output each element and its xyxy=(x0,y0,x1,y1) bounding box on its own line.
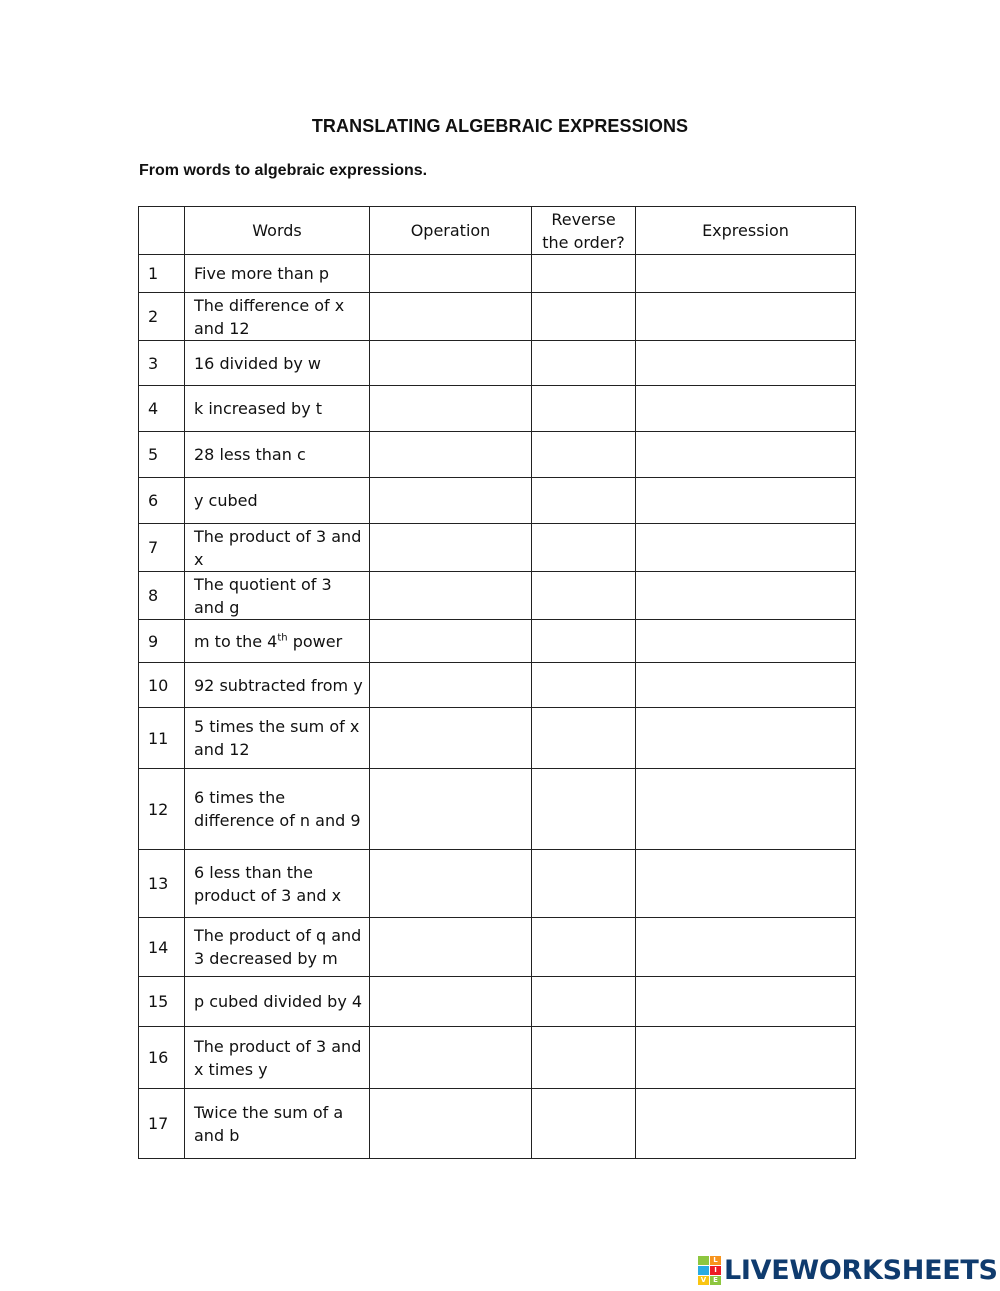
operation-answer-cell[interactable] xyxy=(370,850,532,918)
operation-answer-cell[interactable] xyxy=(370,977,532,1027)
operation-answer-cell[interactable] xyxy=(370,1089,532,1159)
table-row xyxy=(139,293,856,341)
operation-answer-cell[interactable] xyxy=(370,386,532,432)
header-reverse-order xyxy=(532,207,636,255)
row-number: 8 xyxy=(139,572,185,620)
row-words: The product of 3 and x times y xyxy=(185,1027,370,1089)
row-number: 13 xyxy=(139,850,185,918)
row-number: 17 xyxy=(139,1089,185,1159)
reverse-answer-cell[interactable] xyxy=(532,663,636,708)
row-words-superscript: th xyxy=(277,632,288,644)
header-reverse-line1: Reverse xyxy=(551,209,616,229)
row-words: Five more than p xyxy=(185,255,370,293)
row-words: The quotient of 3 and g xyxy=(185,572,370,620)
row-words: The difference of x and 12 xyxy=(185,293,370,341)
expression-answer-cell[interactable] xyxy=(636,524,856,572)
table-row xyxy=(139,977,856,1027)
row-number: 7 xyxy=(139,524,185,572)
operation-answer-cell[interactable] xyxy=(370,1027,532,1089)
reverse-answer-cell[interactable] xyxy=(532,918,636,977)
reverse-answer-cell[interactable] xyxy=(532,1027,636,1089)
operation-answer-cell[interactable] xyxy=(370,663,532,708)
row-words-base: m to the 4 xyxy=(194,631,278,651)
table-row xyxy=(139,1089,856,1159)
logo-block xyxy=(698,1256,709,1265)
expression-answer-cell[interactable] xyxy=(636,620,856,663)
page-title: TRANSLATING ALGEBRAIC EXPRESSIONS xyxy=(311,116,689,136)
row-number: 14 xyxy=(139,918,185,977)
table-row xyxy=(139,708,856,769)
reverse-answer-cell[interactable] xyxy=(532,977,636,1027)
expression-answer-cell[interactable] xyxy=(636,708,856,769)
header-number xyxy=(139,207,185,255)
row-number: 3 xyxy=(139,341,185,386)
table-row xyxy=(139,850,856,918)
logo-block-letter: E xyxy=(710,1276,721,1285)
worksheet-table xyxy=(138,206,856,1159)
table-row xyxy=(139,620,856,663)
row-number: 1 xyxy=(139,255,185,293)
table-row xyxy=(139,663,856,708)
table-row xyxy=(139,1027,856,1089)
reverse-answer-cell[interactable] xyxy=(532,255,636,293)
header-row xyxy=(139,207,856,255)
table-row xyxy=(139,572,856,620)
row-words: The product of 3 and x xyxy=(185,524,370,572)
reverse-answer-cell[interactable] xyxy=(532,1089,636,1159)
operation-answer-cell[interactable] xyxy=(370,432,532,478)
expression-answer-cell[interactable] xyxy=(636,572,856,620)
row-number: 6 xyxy=(139,478,185,524)
header-operation: Operation xyxy=(370,207,532,255)
page-subtitle: From words to algebraic expressions. xyxy=(139,162,428,179)
logo-block xyxy=(698,1266,709,1275)
operation-answer-cell[interactable] xyxy=(370,341,532,386)
row-words: Twice the sum of a and b xyxy=(185,1089,370,1159)
expression-answer-cell[interactable] xyxy=(636,255,856,293)
table-row xyxy=(139,341,856,386)
expression-answer-cell[interactable] xyxy=(636,341,856,386)
expression-answer-cell[interactable] xyxy=(636,293,856,341)
table-row xyxy=(139,432,856,478)
reverse-answer-cell[interactable] xyxy=(532,769,636,850)
row-number: 5 xyxy=(139,432,185,478)
header-words: Words xyxy=(185,207,370,255)
expression-answer-cell[interactable] xyxy=(636,478,856,524)
table-row xyxy=(139,478,856,524)
table-row xyxy=(139,769,856,850)
row-number: 9 xyxy=(139,620,185,663)
reverse-answer-cell[interactable] xyxy=(532,708,636,769)
row-words: 5 times the sum of x and 12 xyxy=(185,708,370,769)
row-number: 11 xyxy=(139,708,185,769)
row-number: 2 xyxy=(139,293,185,341)
operation-answer-cell[interactable] xyxy=(370,769,532,850)
table-row xyxy=(139,918,856,977)
table-row xyxy=(139,524,856,572)
operation-answer-cell[interactable] xyxy=(370,918,532,977)
row-words: 6 less than the product of 3 and x xyxy=(185,850,370,918)
row-number: 10 xyxy=(139,663,185,708)
row-words: 6 times the difference of n and 9 xyxy=(185,769,370,850)
operation-answer-cell[interactable] xyxy=(370,708,532,769)
row-words: 92 subtracted from y xyxy=(185,663,370,708)
row-number: 15 xyxy=(139,977,185,1027)
expression-answer-cell[interactable] xyxy=(636,432,856,478)
reverse-answer-cell[interactable] xyxy=(532,524,636,572)
row-words: 28 less than c xyxy=(185,432,370,478)
expression-answer-cell[interactable] xyxy=(636,977,856,1027)
table-row xyxy=(139,255,856,293)
expression-answer-cell[interactable] xyxy=(636,663,856,708)
expression-answer-cell[interactable] xyxy=(636,918,856,977)
row-words: y cubed xyxy=(185,478,370,524)
operation-answer-cell[interactable] xyxy=(370,478,532,524)
expression-answer-cell[interactable] xyxy=(636,769,856,850)
table-row xyxy=(139,386,856,432)
logo-text: LIVEWORKSHEETS xyxy=(724,1254,998,1286)
operation-answer-cell[interactable] xyxy=(370,620,532,663)
row-words xyxy=(185,620,370,663)
row-number: 4 xyxy=(139,386,185,432)
reverse-answer-cell[interactable] xyxy=(532,386,636,432)
reverse-answer-cell[interactable] xyxy=(532,293,636,341)
liveworksheets-logo xyxy=(698,1255,998,1285)
operation-answer-cell[interactable] xyxy=(370,524,532,572)
reverse-answer-cell[interactable] xyxy=(532,620,636,663)
reverse-answer-cell[interactable] xyxy=(532,432,636,478)
reverse-answer-cell[interactable] xyxy=(532,341,636,386)
operation-answer-cell[interactable] xyxy=(370,572,532,620)
reverse-answer-cell[interactable] xyxy=(532,850,636,918)
reverse-answer-cell[interactable] xyxy=(532,572,636,620)
operation-answer-cell[interactable] xyxy=(370,255,532,293)
operation-answer-cell[interactable] xyxy=(370,293,532,341)
expression-answer-cell[interactable] xyxy=(636,1089,856,1159)
logo-blocks-icon xyxy=(698,1256,721,1285)
expression-answer-cell[interactable] xyxy=(636,1027,856,1089)
logo-block-letter: L xyxy=(710,1256,721,1265)
header-expression: Expression xyxy=(636,207,856,255)
row-words-suffix: power xyxy=(287,631,343,651)
expression-answer-cell[interactable] xyxy=(636,386,856,432)
row-words: 16 divided by w xyxy=(185,341,370,386)
row-words: The product of q and 3 decreased by m xyxy=(185,918,370,977)
logo-block-letter: I xyxy=(710,1266,721,1275)
row-number: 16 xyxy=(139,1027,185,1089)
logo-block-letter: V xyxy=(698,1276,709,1285)
reverse-answer-cell[interactable] xyxy=(532,478,636,524)
row-words: k increased by t xyxy=(185,386,370,432)
row-number: 12 xyxy=(139,769,185,850)
row-words: p cubed divided by 4 xyxy=(185,977,370,1027)
expression-answer-cell[interactable] xyxy=(636,850,856,918)
header-reverse-line2: the order? xyxy=(542,232,625,252)
